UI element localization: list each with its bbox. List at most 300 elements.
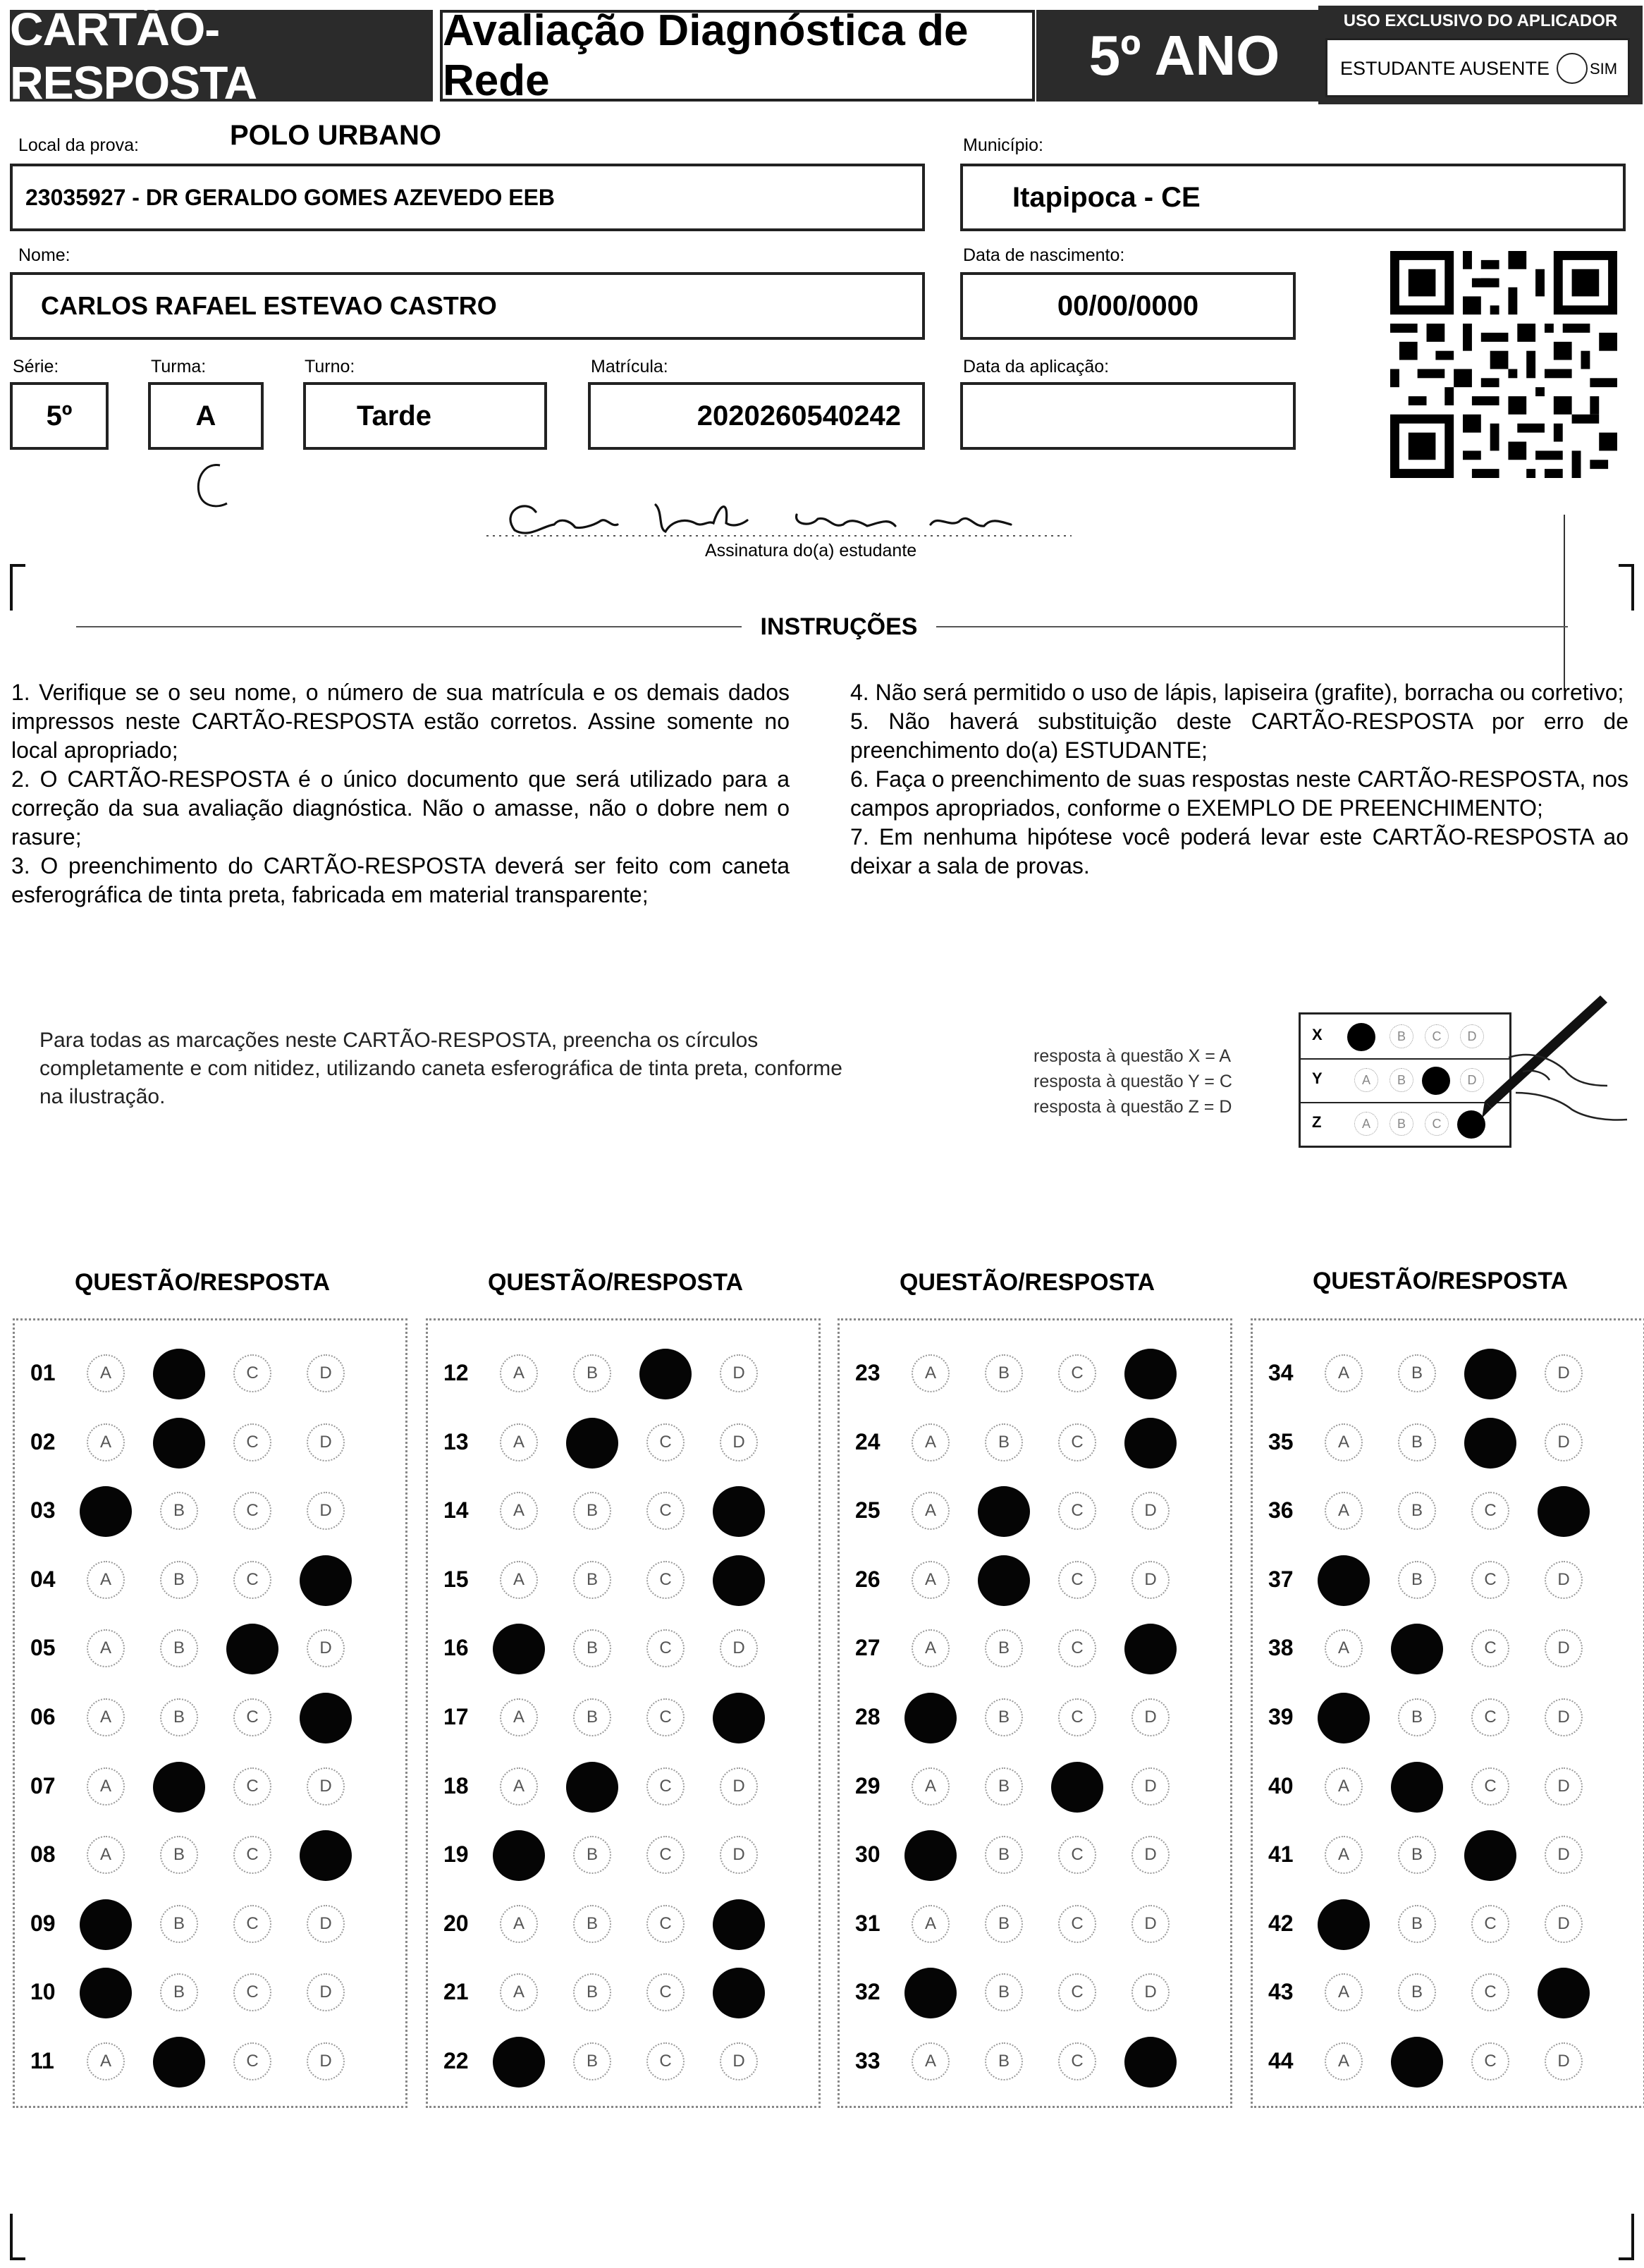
answer-bubble-a[interactable] (80, 1486, 132, 1537)
answer-row (428, 2041, 818, 2083)
answer-bubble-c[interactable]: C (646, 1698, 685, 1736)
question-number: 06 (30, 1704, 56, 1729)
question-number: 02 (30, 1428, 56, 1454)
answer-column-4 (1251, 1318, 1644, 2108)
answer-bubble-c[interactable] (1051, 1762, 1103, 1813)
answer-row (428, 1766, 818, 1808)
answer-bubble-a[interactable]: A (912, 2042, 950, 2080)
question-number: 17 (443, 1704, 469, 1729)
answer-bubble-a[interactable] (1318, 1693, 1370, 1743)
question-number: 35 (1268, 1428, 1294, 1454)
question-number: 04 (30, 1566, 56, 1592)
answer-bubble-d[interactable] (713, 1968, 765, 2018)
answer-bubble-c[interactable]: C (1471, 1629, 1509, 1667)
answer-bubble-d[interactable]: D (720, 1767, 758, 1806)
answer-row (428, 1628, 818, 1670)
frame-corner-br (1619, 2214, 1634, 2260)
answer-bubble-d[interactable] (300, 1830, 352, 1881)
municipio-value: Itapipoca - CE (1012, 181, 1201, 213)
answer-bubble-c[interactable]: C (1471, 1561, 1509, 1599)
answer-bubble-a[interactable]: A (912, 1905, 950, 1943)
answer-bubble-b[interactable] (978, 1486, 1030, 1537)
answer-bubble-c[interactable]: C (233, 2042, 271, 2080)
answer-bubble-a[interactable] (80, 1899, 132, 1950)
answer-bubble-b[interactable]: B (160, 1492, 198, 1530)
answer-bubble-c[interactable]: C (1058, 1698, 1096, 1736)
answer-bubble-b[interactable]: B (160, 1629, 198, 1667)
question-number: 43 (1268, 1979, 1294, 2005)
example-text: Para todas as marcações neste CARTÃO-RESPOSTA, preencha os círculos completamente e com nitidez, utilizando caneta esferográfica de tinta preta, conforme na ilustração. (39, 1029, 842, 1108)
answer-bubble-c[interactable]: C (1471, 1905, 1509, 1943)
answer-bubble-b[interactable]: B (1398, 1905, 1436, 1943)
answer-bubble-d[interactable] (1538, 1968, 1590, 2018)
instruction-4: 4. Não será permitido o uso de lápis, lapiseira (grafite), borracha ou corretivo; (850, 680, 1624, 705)
answer-bubble-a[interactable] (904, 1968, 957, 2018)
answer-bubble-c[interactable]: C (1058, 1836, 1096, 1874)
answer-row (1253, 1972, 1643, 2014)
answer-bubble-c[interactable]: C (233, 1836, 271, 1874)
answer-bubble-b[interactable]: B (573, 1492, 611, 1530)
question-number: 28 (855, 1704, 881, 1729)
question-number: 38 (1268, 1635, 1294, 1661)
answer-bubble-b[interactable] (153, 1418, 205, 1469)
answer-bubble-a[interactable]: A (500, 1561, 538, 1599)
answer-bubble-d[interactable] (713, 1693, 765, 1743)
answer-bubble-c[interactable]: C (646, 1836, 685, 1874)
answer-bubble-d[interactable]: D (720, 1629, 758, 1667)
answer-bubble-d[interactable]: D (307, 1767, 345, 1806)
question-number: 10 (30, 1979, 56, 2005)
turma-value: A (195, 400, 216, 431)
answer-bubble-a[interactable] (493, 1830, 545, 1881)
answer-bubble-a[interactable] (1318, 1899, 1370, 1950)
answer-bubble-d[interactable]: D (307, 1423, 345, 1461)
answer-bubble-a[interactable]: A (912, 1423, 950, 1461)
answer-bubble-b[interactable]: B (160, 1973, 198, 2011)
question-number: 34 (1268, 1360, 1294, 1385)
answer-bubble-b[interactable]: B (985, 1767, 1023, 1806)
pen-hand-illustration (1466, 987, 1628, 1142)
answer-row (428, 1559, 818, 1602)
answer-bubble-b[interactable]: B (573, 1629, 611, 1667)
municipio-label: Município: (963, 135, 1043, 155)
answer-bubble-a[interactable]: A (912, 1629, 950, 1667)
answer-bubble-a[interactable]: A (1325, 2042, 1363, 2080)
exam-title: Avaliação Diagnóstica de Rede (440, 10, 1035, 102)
answer-bubble-d[interactable] (300, 1555, 352, 1606)
answer-bubble-d[interactable]: D (1131, 1836, 1170, 1874)
example-bubble: D (1460, 1068, 1484, 1092)
answers-title-3: QUESTÃO/RESPOSTA (899, 1269, 1155, 1296)
answer-bubble-d[interactable] (1538, 1486, 1590, 1537)
answer-bubble-a[interactable]: A (87, 1629, 125, 1667)
question-number: 16 (443, 1635, 469, 1661)
answer-column-2 (426, 1318, 821, 2108)
answer-bubble-c[interactable] (226, 1624, 278, 1674)
answer-bubble-b[interactable]: B (573, 1354, 611, 1392)
grade-badge: 5º ANO (1036, 10, 1332, 102)
answer-row (840, 1834, 1230, 1877)
school-value: 23035927 - DR GERALDO GOMES AZEVEDO EEB (25, 184, 556, 210)
answer-bubble-b[interactable]: B (573, 1905, 611, 1943)
instruction-6: 6. Faça o preenchimento de suas respostas neste CARTÃO-RESPOSTA, nos campos apropriados, conforme o EXEMPLO DE PREENCHIMENTO; (850, 766, 1628, 821)
absent-bubble[interactable] (1557, 53, 1588, 84)
absent-box (1325, 38, 1630, 97)
answer-bubble-d[interactable] (1124, 2037, 1177, 2088)
answer-bubble-a[interactable]: A (1325, 1973, 1363, 2011)
answer-row (840, 1628, 1230, 1670)
aplicacao-box[interactable] (960, 382, 1296, 450)
frame-corner-tl (10, 564, 25, 611)
answer-bubble-a[interactable]: A (1325, 1492, 1363, 1530)
answer-bubble-d[interactable]: D (1131, 1767, 1170, 1806)
answer-bubble-d[interactable]: D (1131, 1905, 1170, 1943)
answer-bubble-a[interactable] (493, 2037, 545, 2088)
turno-box (303, 382, 547, 450)
example-legend (1033, 1043, 1232, 1120)
answer-bubble-b[interactable]: B (160, 1836, 198, 1874)
answers-title-2: QUESTÃO/RESPOSTA (487, 1269, 744, 1296)
answer-bubble-c[interactable]: C (233, 1354, 271, 1392)
answer-bubble-d[interactable]: D (1545, 1629, 1583, 1667)
aplicacao-label: Data da aplicação: (963, 357, 1110, 376)
answer-bubble-a[interactable]: A (500, 1354, 538, 1392)
question-number: 18 (443, 1772, 469, 1798)
answer-bubble-b[interactable]: B (985, 2042, 1023, 2080)
frame-corner-bl (10, 2214, 25, 2260)
answer-bubble-d[interactable]: D (1131, 1492, 1170, 1530)
answer-bubble-d[interactable]: D (1131, 1973, 1170, 2011)
answer-bubble-c[interactable]: C (233, 1698, 271, 1736)
answer-bubble-c[interactable]: C (233, 1767, 271, 1806)
instruction-5: 5. Não haverá substituição deste CARTÃO-RESPOSTA por erro de preenchimento do(a) ESTUDANTE; (850, 709, 1628, 763)
applicator-panel (1318, 6, 1643, 104)
answer-row (428, 1834, 818, 1877)
answer-bubble-a[interactable]: A (1325, 1836, 1363, 1874)
answer-bubble-c[interactable]: C (233, 1905, 271, 1943)
answer-bubble-c[interactable]: C (646, 1767, 685, 1806)
turma-label: Turma: (151, 357, 207, 376)
answer-bubble-b[interactable]: B (1398, 1561, 1436, 1599)
answer-bubble-b[interactable]: B (160, 1905, 198, 1943)
local-value: POLO URBANO (230, 120, 441, 151)
answer-bubble-a[interactable] (493, 1624, 545, 1674)
answer-bubble-b[interactable] (153, 2037, 205, 2088)
answer-bubble-c[interactable]: C (646, 1905, 685, 1943)
answer-row (428, 1972, 818, 2014)
answer-bubble-d[interactable]: D (720, 1354, 758, 1392)
answer-row (1253, 1697, 1643, 1739)
question-number: 41 (1268, 1841, 1294, 1868)
answer-bubble-d[interactable]: D (307, 2042, 345, 2080)
answers-title-4: QUESTÃO/RESPOSTA (1312, 1268, 1569, 1294)
answer-bubble-d[interactable]: D (1545, 1836, 1583, 1874)
nascimento-box (960, 272, 1296, 340)
answer-bubble-c[interactable]: C (1471, 1492, 1509, 1530)
answer-bubble-b[interactable]: B (1398, 1492, 1436, 1530)
question-number: 09 (30, 1910, 56, 1936)
answer-bubble-a[interactable]: A (912, 1767, 950, 1806)
example-bubble (1347, 1023, 1375, 1051)
answer-column-1 (13, 1318, 407, 2108)
answer-bubble-d[interactable] (713, 1899, 765, 1950)
answer-bubble-b[interactable]: B (160, 1561, 198, 1599)
answer-bubble-a[interactable]: A (87, 1354, 125, 1392)
answer-bubble-d[interactable]: D (1545, 1354, 1583, 1392)
answer-bubble-c[interactable]: C (1471, 1973, 1509, 2011)
answer-bubble-a[interactable]: A (87, 2042, 125, 2080)
frame-corner-tr (1619, 564, 1634, 611)
answer-row (840, 1559, 1230, 1602)
example-row-label: X (1312, 1026, 1323, 1043)
answer-bubble-d[interactable] (713, 1486, 765, 1537)
question-number: 20 (443, 1910, 469, 1936)
answer-row (1253, 1904, 1643, 1946)
question-number: 36 (1268, 1497, 1294, 1524)
answer-bubble-c[interactable]: C (1471, 2042, 1509, 2080)
answer-bubble-b[interactable]: B (1398, 1423, 1436, 1461)
answer-bubble-c[interactable]: C (233, 1973, 271, 2011)
answer-bubble-a[interactable]: A (1325, 1423, 1363, 1461)
answer-bubble-a[interactable]: A (87, 1561, 125, 1599)
answer-bubble-c[interactable]: C (1058, 1423, 1096, 1461)
instruction-2: 2. O CARTÃO-RESPOSTA é o único documento que será utilizado para a correção da sua avaliação diagnóstica. Não o amasse, não o dobre nem o rasure; (11, 766, 790, 850)
answer-bubble-c[interactable] (639, 1349, 692, 1399)
answer-bubble-c[interactable] (1464, 1418, 1516, 1469)
answer-bubble-c[interactable]: C (1471, 1698, 1509, 1736)
answer-row (1253, 1834, 1643, 1877)
answer-bubble-c[interactable]: C (646, 1973, 685, 2011)
answer-bubble-b[interactable]: B (573, 2042, 611, 2080)
answer-bubble-a[interactable]: A (500, 1973, 538, 2011)
example-bubble: B (1390, 1068, 1413, 1092)
answer-bubble-a[interactable]: A (500, 1767, 538, 1806)
answer-row (1253, 2041, 1643, 2083)
answer-bubble-a[interactable]: A (87, 1836, 125, 1874)
answer-row (840, 1766, 1230, 1808)
answer-row (15, 1559, 405, 1602)
answer-bubble-a[interactable] (904, 1830, 957, 1881)
question-number: 27 (855, 1635, 881, 1661)
answer-bubble-b[interactable]: B (573, 1836, 611, 1874)
answer-bubble-d[interactable] (300, 1693, 352, 1743)
answer-row (1253, 1559, 1643, 1602)
answer-row (840, 1422, 1230, 1464)
answer-row (428, 1697, 818, 1739)
answer-bubble-d[interactable]: D (720, 2042, 758, 2080)
answer-bubble-a[interactable]: A (912, 1492, 950, 1530)
answer-row (15, 1834, 405, 1877)
answer-bubble-b[interactable] (566, 1762, 618, 1813)
matricula-box (588, 382, 925, 450)
answer-bubble-a[interactable]: A (500, 1698, 538, 1736)
answer-bubble-d[interactable]: D (1131, 1561, 1170, 1599)
answer-row (15, 2041, 405, 2083)
matricula-label: Matrícula: (591, 357, 668, 376)
question-number: 26 (855, 1566, 881, 1592)
answer-bubble-d[interactable]: D (1545, 1561, 1583, 1599)
answer-bubble-b[interactable]: B (1398, 1698, 1436, 1736)
applicator-label: USO EXCLUSIVO DO APLICADOR (1343, 11, 1618, 30)
answer-bubble-c[interactable]: C (646, 1423, 685, 1461)
answer-row (840, 2041, 1230, 2083)
answer-row (15, 1972, 405, 2014)
answer-column-3 (838, 1318, 1232, 2108)
answer-bubble-a[interactable] (1318, 1555, 1370, 1606)
answer-bubble-a[interactable]: A (500, 1423, 538, 1461)
answer-bubble-c[interactable]: C (1058, 1561, 1096, 1599)
answer-bubble-c[interactable]: C (233, 1561, 271, 1599)
answer-bubble-c[interactable]: C (1058, 2042, 1096, 2080)
question-number: 37 (1268, 1566, 1294, 1592)
answer-bubble-c[interactable]: C (1058, 1905, 1096, 1943)
answer-bubble-a[interactable]: A (500, 1492, 538, 1530)
answer-bubble-d[interactable]: D (307, 1973, 345, 2011)
answer-bubble-d[interactable]: D (1545, 1905, 1583, 1943)
answer-bubble-a[interactable]: A (500, 1905, 538, 1943)
answer-bubble-b[interactable] (153, 1349, 205, 1399)
question-number: 07 (30, 1772, 56, 1798)
answer-bubble-b[interactable] (1391, 1624, 1443, 1674)
handwritten-mark (192, 460, 234, 516)
answer-bubble-c[interactable]: C (646, 1561, 685, 1599)
answer-bubble-b[interactable] (1391, 1762, 1443, 1813)
nome-value: CARLOS RAFAEL ESTEVAO CASTRO (41, 291, 497, 320)
question-number: 29 (855, 1772, 881, 1798)
nascimento-label: Data de nascimento: (963, 245, 1125, 265)
answer-bubble-b[interactable]: B (985, 1354, 1023, 1392)
answer-bubble-c[interactable]: C (233, 1492, 271, 1530)
nome-label: Nome: (18, 245, 70, 265)
question-number: 22 (443, 2048, 469, 2073)
answer-bubble-a[interactable]: A (1325, 1354, 1363, 1392)
answer-bubble-c[interactable]: C (646, 1492, 685, 1530)
question-number: 40 (1268, 1772, 1294, 1798)
answer-bubble-b[interactable]: B (985, 1973, 1023, 2011)
answer-bubble-d[interactable]: D (307, 1629, 345, 1667)
answers-title-1: QUESTÃO/RESPOSTA (74, 1269, 331, 1296)
question-number: 05 (30, 1635, 56, 1661)
answer-bubble-d[interactable]: D (307, 1354, 345, 1392)
answer-bubble-c[interactable]: C (1058, 1973, 1096, 2011)
answer-bubble-b[interactable] (566, 1418, 618, 1469)
answer-bubble-a[interactable]: A (1325, 1629, 1363, 1667)
answer-bubble-b[interactable]: B (985, 1836, 1023, 1874)
answer-bubble-a[interactable]: A (87, 1767, 125, 1806)
answer-bubble-c[interactable]: C (1471, 1767, 1509, 1806)
answer-row (15, 1697, 405, 1739)
answer-bubble-c[interactable]: C (646, 1629, 685, 1667)
question-number: 11 (30, 2048, 54, 2073)
answer-bubble-c[interactable]: C (646, 2042, 685, 2080)
answer-row (1253, 1422, 1643, 1464)
answer-bubble-a[interactable]: A (87, 1423, 125, 1461)
answer-bubble-c[interactable]: C (1058, 1354, 1096, 1392)
answer-bubble-b[interactable]: B (573, 1973, 611, 2011)
answer-bubble-a[interactable]: A (87, 1698, 125, 1736)
answer-bubble-d[interactable] (1124, 1418, 1177, 1469)
answer-bubble-d[interactable] (713, 1555, 765, 1606)
answer-bubble-a[interactable] (80, 1968, 132, 2018)
question-number: 15 (443, 1566, 469, 1592)
answer-bubble-d[interactable]: D (307, 1492, 345, 1530)
answer-bubble-d[interactable]: D (1545, 1767, 1583, 1806)
answer-row (15, 1353, 405, 1395)
answer-bubble-d[interactable]: D (720, 1423, 758, 1461)
instruction-7: 7. Em nenhuma hipótese você poderá levar este CARTÃO-RESPOSTA ao deixar a sala de provas. (850, 824, 1628, 878)
answer-bubble-c[interactable]: C (1058, 1492, 1096, 1530)
answer-bubble-d[interactable]: D (720, 1836, 758, 1874)
answer-bubble-b[interactable] (978, 1555, 1030, 1606)
answer-bubble-a[interactable]: A (912, 1354, 950, 1392)
answer-bubble-d[interactable] (1124, 1624, 1177, 1674)
example-row-label: Y (1312, 1069, 1323, 1087)
signature-caption: Assinatura do(a) estudante (705, 541, 917, 560)
answer-bubble-b[interactable]: B (573, 1698, 611, 1736)
answer-bubble-b[interactable]: B (1398, 1973, 1436, 2011)
answer-bubble-b[interactable]: B (985, 1629, 1023, 1667)
answer-bubble-c[interactable]: C (233, 1423, 271, 1461)
turma-box (148, 382, 264, 450)
answer-bubble-b[interactable]: B (1398, 1354, 1436, 1392)
answer-bubble-b[interactable]: B (985, 1423, 1023, 1461)
example-bubble: B (1390, 1112, 1413, 1136)
answer-bubble-b[interactable]: B (985, 1698, 1023, 1736)
answer-bubble-b[interactable]: B (160, 1698, 198, 1736)
instructions-left (11, 678, 790, 909)
answer-bubble-c[interactable] (1464, 1830, 1516, 1881)
answer-bubble-a[interactable]: A (1325, 1767, 1363, 1806)
question-number: 01 (30, 1360, 56, 1385)
question-number: 44 (1268, 2048, 1294, 2073)
answer-bubble-c[interactable]: C (1058, 1629, 1096, 1667)
instructions-title: INSTRUÇÕES (760, 613, 918, 640)
instructions-rule-left (76, 626, 742, 627)
answer-bubble-b[interactable] (153, 1762, 205, 1813)
answer-row (428, 1904, 818, 1946)
answer-bubble-b[interactable]: B (985, 1905, 1023, 1943)
instruction-3: 3. O preenchimento do CARTÃO-RESPOSTA deverá ser feito com caneta esferográfica de tinta preta, fabricada em material transparente; (11, 853, 790, 907)
answer-bubble-d[interactable]: D (1131, 1698, 1170, 1736)
answer-row (428, 1422, 818, 1464)
answer-bubble-d[interactable]: D (1545, 2042, 1583, 2080)
answer-bubble-a[interactable]: A (912, 1561, 950, 1599)
answer-bubble-c[interactable] (1464, 1349, 1516, 1399)
question-number: 25 (855, 1497, 881, 1524)
answer-bubble-a[interactable] (904, 1693, 957, 1743)
answer-bubble-b[interactable]: B (573, 1561, 611, 1599)
answer-row (840, 1972, 1230, 2014)
card-title: CARTÃO-RESPOSTA (10, 10, 433, 102)
example-bubble: A (1354, 1112, 1378, 1136)
example-bubble: C (1425, 1024, 1449, 1048)
instruction-1: 1. Verifique se o seu nome, o número de sua matrícula e os demais dados impressos neste CARTÃO-RESPOSTA estão corretos. Assine somente no local apropriado; (11, 680, 790, 763)
question-number: 14 (443, 1497, 469, 1524)
answer-row (15, 1628, 405, 1670)
question-number: 42 (1268, 1910, 1294, 1936)
absent-option: SIM (1590, 60, 1618, 78)
answer-bubble-d[interactable]: D (1545, 1423, 1583, 1461)
answer-bubble-d[interactable]: D (1545, 1698, 1583, 1736)
serie-label: Série: (13, 357, 59, 376)
answer-bubble-b[interactable] (1391, 2037, 1443, 2088)
answer-bubble-d[interactable] (1124, 1349, 1177, 1399)
nome-box (10, 272, 925, 340)
answer-bubble-d[interactable]: D (307, 1905, 345, 1943)
answer-row (1253, 1628, 1643, 1670)
example-bubble: A (1354, 1068, 1378, 1092)
answer-bubble-b[interactable]: B (1398, 1836, 1436, 1874)
